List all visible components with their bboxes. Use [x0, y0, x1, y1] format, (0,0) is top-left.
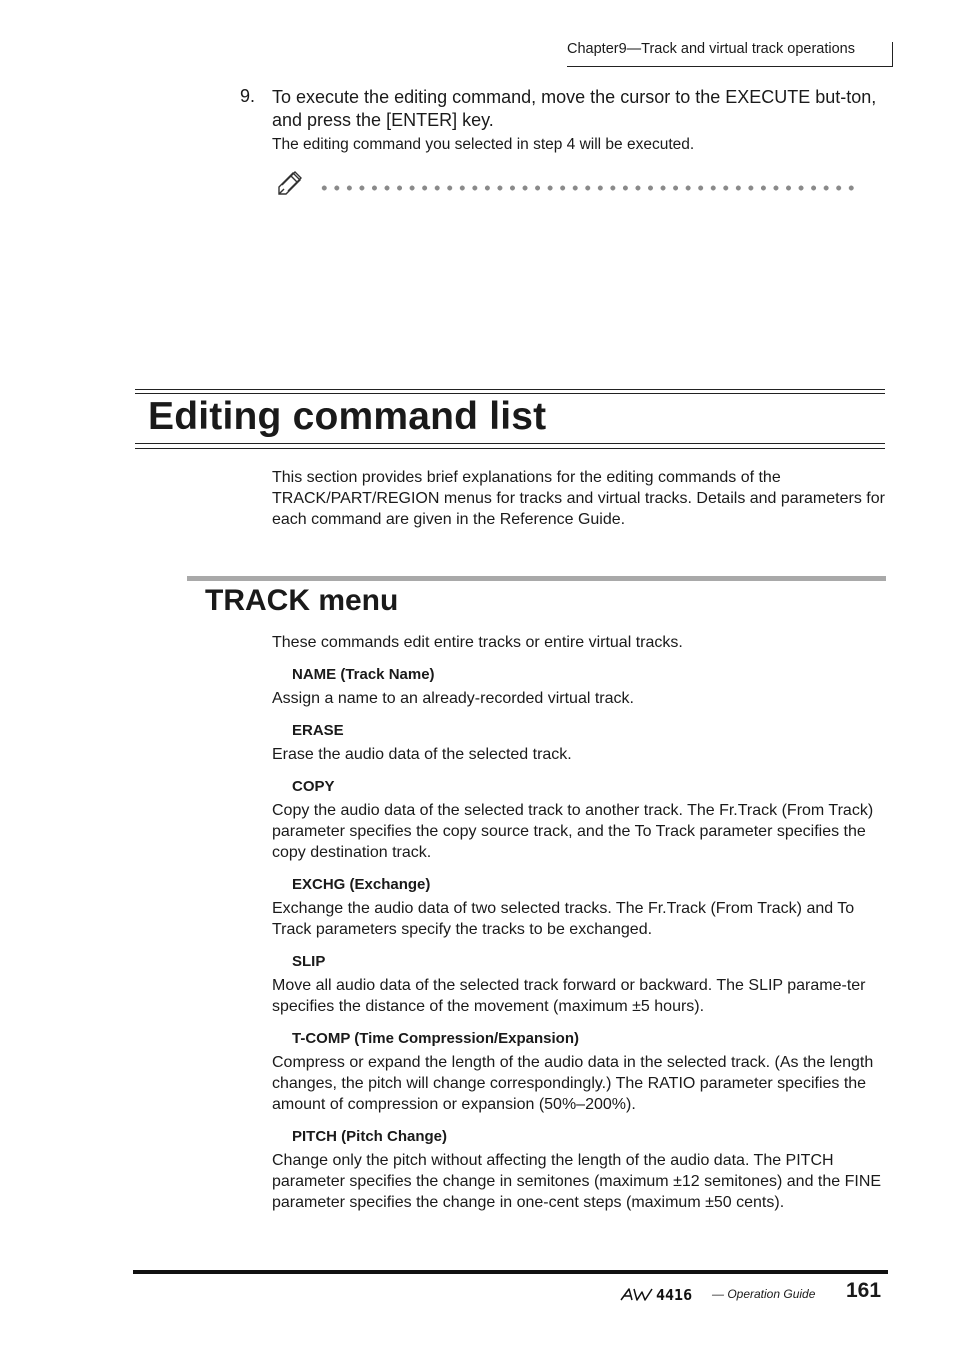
step-result: The editing command you selected in step 4 will be executed. [272, 136, 695, 153]
command-description-slip: Move all audio data of the selected track forward or backward. The SLIP parame-ter specifies the distance of the movement (maximum ±5 hours). [272, 977, 866, 1015]
command-heading-slip: SLIP [292, 953, 326, 970]
step-number: 9. [240, 86, 256, 106]
command-heading-tcomp: T-COMP (Time Compression/Expansion) [292, 1030, 579, 1047]
note-dotted-rule [318, 184, 854, 192]
command-heading-pitch: PITCH (Pitch Change) [292, 1128, 448, 1145]
command-heading-name: NAME (Track Name) [292, 666, 435, 683]
command-description-exchg: Exchange the audio data of two selected tracks. The Fr.Track (From Track) and To Track parameters specify the tracks to be exchanged. [272, 900, 855, 938]
page-number: 161 [846, 1279, 882, 1302]
command-description-pitch: Change only the pitch without affecting the length of the audio data. The PITCH parameter specifies the change in semitones (maximum ±12 semitones) and the FINE parameter specifies the change in one-cent steps (maximum ±50 cents). [272, 1152, 882, 1211]
footer-guide-label: — Operation Guide [712, 1287, 816, 1301]
note-pencil-icon [276, 168, 304, 196]
title-rule-bottom-2 [135, 448, 885, 449]
footer-rule [133, 1270, 888, 1274]
command-description-erase: Erase the audio data of the selected track. [272, 746, 572, 763]
command-description-tcomp: Compress or expand the length of the audio data in the selected track. (As the length changes, the pitch will change correspondingly.) The RATIO parameter specifies the amount of compression or expansion (50%–200%). [272, 1054, 874, 1113]
running-header: Chapter9—Track and virtual track operations [567, 41, 855, 57]
header-rule [567, 66, 893, 67]
product-logo [620, 1286, 710, 1302]
command-description-copy: Copy the audio data of the selected track to another track. The Fr.Track (From Track) parameter specifies the copy source track, and the To Track parameter specifies the copy destination track. [272, 802, 874, 861]
command-heading-exchg: EXCHG (Exchange) [292, 876, 431, 893]
subsection-title: TRACK menu [205, 584, 399, 617]
subsection-intro: These commands edit entire tracks or entire virtual tracks. [272, 634, 683, 651]
product-logo-number: 4416 [656, 1286, 693, 1302]
command-heading-erase: ERASE [292, 722, 344, 739]
header-rule-vertical [892, 42, 893, 67]
command-heading-copy: COPY [292, 778, 335, 795]
subsection-bar [187, 576, 886, 581]
section-title: Editing command list [148, 395, 547, 438]
section-intro: This section provides brief explanations for the editing commands of the TRACK/PART/REGION menus for tracks and virtual tracks. Details and parameters for each command are given in the Reference Guide. [272, 469, 885, 528]
title-rule-top-1 [135, 389, 885, 390]
title-rule-bottom-1 [135, 443, 885, 444]
step-instruction: To execute the editing command, move the cursor to the EXECUTE but-ton, and press the [ENTER] key. [272, 87, 877, 130]
command-description-name: Assign a name to an already-recorded virtual track. [272, 690, 634, 707]
